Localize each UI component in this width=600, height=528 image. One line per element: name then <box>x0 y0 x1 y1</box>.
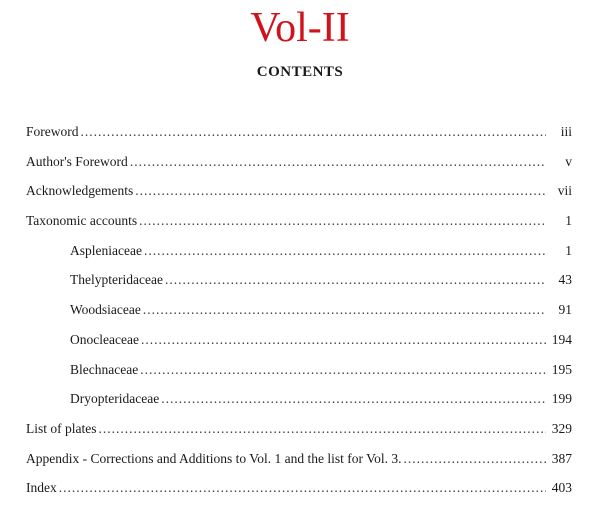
toc-entry-label: Acknowledgements <box>26 183 134 199</box>
toc-entry-index <box>26 480 572 510</box>
toc-entry-list-of-plates <box>26 421 572 451</box>
toc-entry-label: Appendix - Corrections and Additions to Vol. 1 and the list for Vol. 3. <box>26 450 402 466</box>
toc-leader-dots <box>144 243 546 259</box>
toc-entry-page: 1 <box>565 213 572 229</box>
toc-entry-label: Foreword <box>26 124 79 139</box>
toc-entry-label: Aspleniaceae <box>70 242 142 258</box>
toc-entry-authors-foreword <box>26 154 572 184</box>
table-of-contents <box>26 124 572 510</box>
toc-leader-dots <box>135 183 546 199</box>
toc-entry-dryopteridaceae <box>26 391 572 421</box>
toc-entry-label: List of plates <box>26 420 97 436</box>
toc-entry-page: 194 <box>551 331 572 347</box>
toc-entry-thelypteridaceae <box>26 272 572 302</box>
toc-leader-dots <box>99 421 547 437</box>
toc-entry-appendix <box>26 451 572 481</box>
toc-entry-label: Onocleaceae <box>70 331 139 347</box>
toc-leader-dots <box>81 124 547 140</box>
toc-entry-woodsiaceae <box>26 302 572 332</box>
contents-heading: CONTENTS <box>256 64 344 80</box>
toc-leader-dots <box>139 213 546 229</box>
toc-leader-dots <box>143 302 546 318</box>
toc-leader-dots <box>404 451 547 467</box>
toc-entry-acknowledgements <box>26 183 572 213</box>
toc-entry-page: 195 <box>551 361 572 377</box>
toc-entry-page: 91 <box>558 302 572 318</box>
toc-leader-dots <box>140 362 546 378</box>
toc-leader-dots <box>165 272 546 288</box>
toc-entry-label: Woodsiaceae <box>70 302 141 318</box>
toc-leader-dots <box>141 332 546 348</box>
toc-entry-page: 199 <box>551 391 572 407</box>
toc-entry-page: 387 <box>551 450 572 466</box>
toc-entry-label: Blechnaceae <box>70 361 139 377</box>
toc-entry-taxonomic-accounts <box>26 213 572 243</box>
toc-entry-blechnaceae <box>26 362 572 392</box>
toc-entry-onocleaceae <box>26 332 572 362</box>
toc-entry-foreword <box>26 124 572 154</box>
toc-entry-label: Taxonomic accounts <box>26 213 138 229</box>
toc-entry-page: 1 <box>565 242 572 258</box>
toc-entry-aspleniaceae <box>26 243 572 273</box>
toc-leader-dots <box>130 154 546 170</box>
toc-entry-label: Thelypteridaceae <box>70 272 163 288</box>
toc-entry-label: Dryopteridaceae <box>70 391 160 407</box>
toc-entry-label: Index <box>26 480 57 496</box>
toc-entry-page: 43 <box>558 272 572 288</box>
toc-entry-page: 403 <box>551 480 572 496</box>
toc-entry-page: 329 <box>551 420 572 436</box>
toc-leader-dots <box>59 480 546 496</box>
toc-entry-label: Author's Foreword <box>26 153 128 169</box>
toc-entry-page: iii <box>560 124 572 139</box>
toc-entry-page: v <box>565 153 572 169</box>
toc-entry-page: vii <box>557 183 572 199</box>
volume-title: Vol-II <box>250 5 350 51</box>
toc-leader-dots <box>161 391 546 407</box>
